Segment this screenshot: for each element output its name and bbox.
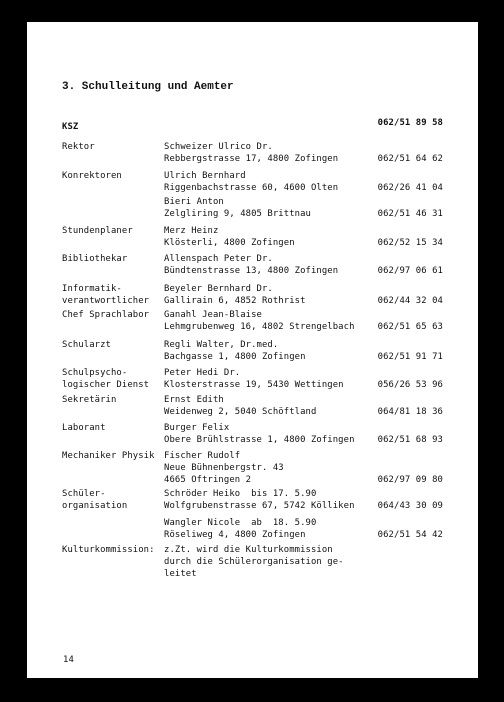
document-page [27, 22, 478, 678]
page-number: 14 [63, 655, 74, 665]
entry-line: Schweizer Ulrico Dr. [164, 142, 273, 152]
entry-line: Röseliweg 4, 4800 Zofingen [164, 530, 306, 540]
entry-line: Lehmgrubenweg 16, 4802 Strengelbach [164, 322, 355, 332]
entry-line: durch die Schülerorganisation ge- [164, 557, 344, 567]
entry-phone: 062/51 91 71 [377, 352, 443, 362]
entry-line: Rebbergstrasse 17, 4800 Zofingen [164, 154, 339, 164]
entry-line: Wolfgrubenstrasse 67, 5742 Kölliken [164, 501, 355, 511]
entry-role: Informatik- verantwortlicher [62, 284, 150, 306]
entry-line: Klosterstrasse 19, 5430 Wettingen [164, 380, 344, 390]
entry-role: Rektor [62, 142, 95, 152]
entry-line: Merz Heinz [164, 226, 219, 236]
entry-phone: 062/51 65 63 [377, 322, 443, 332]
entry-role: Laborant [62, 423, 106, 433]
entry-line: Bieri Anton [164, 197, 224, 207]
entry-phone: 056/26 53 96 [377, 380, 443, 390]
entry-line: Allenspach Peter Dr. [164, 254, 273, 264]
entry-phone: 062/52 15 34 [377, 238, 443, 248]
entry-line: Fischer Rudolf [164, 451, 241, 461]
entry-role: Schüler- organisation [62, 489, 128, 511]
ksz-label: KSZ [62, 122, 79, 132]
entry-role: Schularzt [62, 340, 111, 350]
entry-line: Schröder Heiko bis 17. 5.90 [164, 489, 317, 499]
entry-phone: 062/51 64 62 [377, 154, 443, 164]
entry-phone: 062/44 32 04 [377, 296, 443, 306]
entry-phone: 062/26 41 04 [377, 183, 443, 193]
entry-line: Weidenweg 2, 5040 Schöftland [164, 407, 317, 417]
entry-line: Ganahl Jean-Blaise [164, 310, 262, 320]
entry-phone: 064/43 30 09 [377, 501, 443, 511]
entry-line: Wangler Nicole ab 18. 5.90 [164, 518, 317, 528]
entry-line: Peter Hedi Dr. [164, 368, 241, 378]
entry-line: Ernst Edith [164, 395, 224, 405]
entry-line: 4665 Oftringen 2 [164, 475, 252, 485]
entry-phone: 062/51 46 31 [377, 209, 443, 219]
entry-line: Ulrich Bernhard [164, 171, 246, 181]
entry-role: Konrektoren [62, 171, 122, 181]
entry-line: Neue Bühnenbergstr. 43 [164, 463, 284, 473]
entry-line: z.Zt. wird die Kulturkommission [164, 545, 333, 555]
entry-role: Kulturkommission: [62, 545, 155, 555]
entry-line: Bachgasse 1, 4800 Zofingen [164, 352, 306, 362]
entry-role: Bibliothekar [62, 254, 128, 264]
ksz-phone: 062/51 89 58 [377, 118, 443, 128]
entry-line: Burger Felix [164, 423, 230, 433]
entry-line: Obere Brühlstrasse 1, 4800 Zofingen [164, 435, 355, 445]
entry-phone: 062/51 54 42 [377, 530, 443, 540]
entry-role: Schulpsycho- logischer Dienst [62, 368, 150, 390]
entry-line: Regli Walter, Dr.med. [164, 340, 279, 350]
entry-role: Stundenplaner [62, 226, 133, 236]
entry-line: leitet [164, 569, 197, 579]
entry-phone: 062/51 68 93 [377, 435, 443, 445]
entry-line: Zelgliring 9, 4805 Brittnau [164, 209, 311, 219]
section-title: 3. Schulleitung und Aemter [62, 81, 234, 93]
entry-role: Sekretärin [62, 395, 117, 405]
entry-line: Gallirain 6, 4852 Rothrist [164, 296, 306, 306]
entry-line: Klösterli, 4800 Zofingen [164, 238, 295, 248]
entry-phone: 062/97 06 61 [377, 266, 443, 276]
entry-role: Mechaniker Physik [62, 451, 155, 461]
entry-phone: 064/81 18 36 [377, 407, 443, 417]
entry-line: Beyeler Bernhard Dr. [164, 284, 273, 294]
entry-line: Riggenbachstrasse 60, 4600 Olten [164, 183, 339, 193]
entry-role: Chef Sprachlabor [62, 310, 150, 320]
entry-line: Bündtenstrasse 13, 4800 Zofingen [164, 266, 339, 276]
entry-phone: 062/97 09 80 [377, 475, 443, 485]
